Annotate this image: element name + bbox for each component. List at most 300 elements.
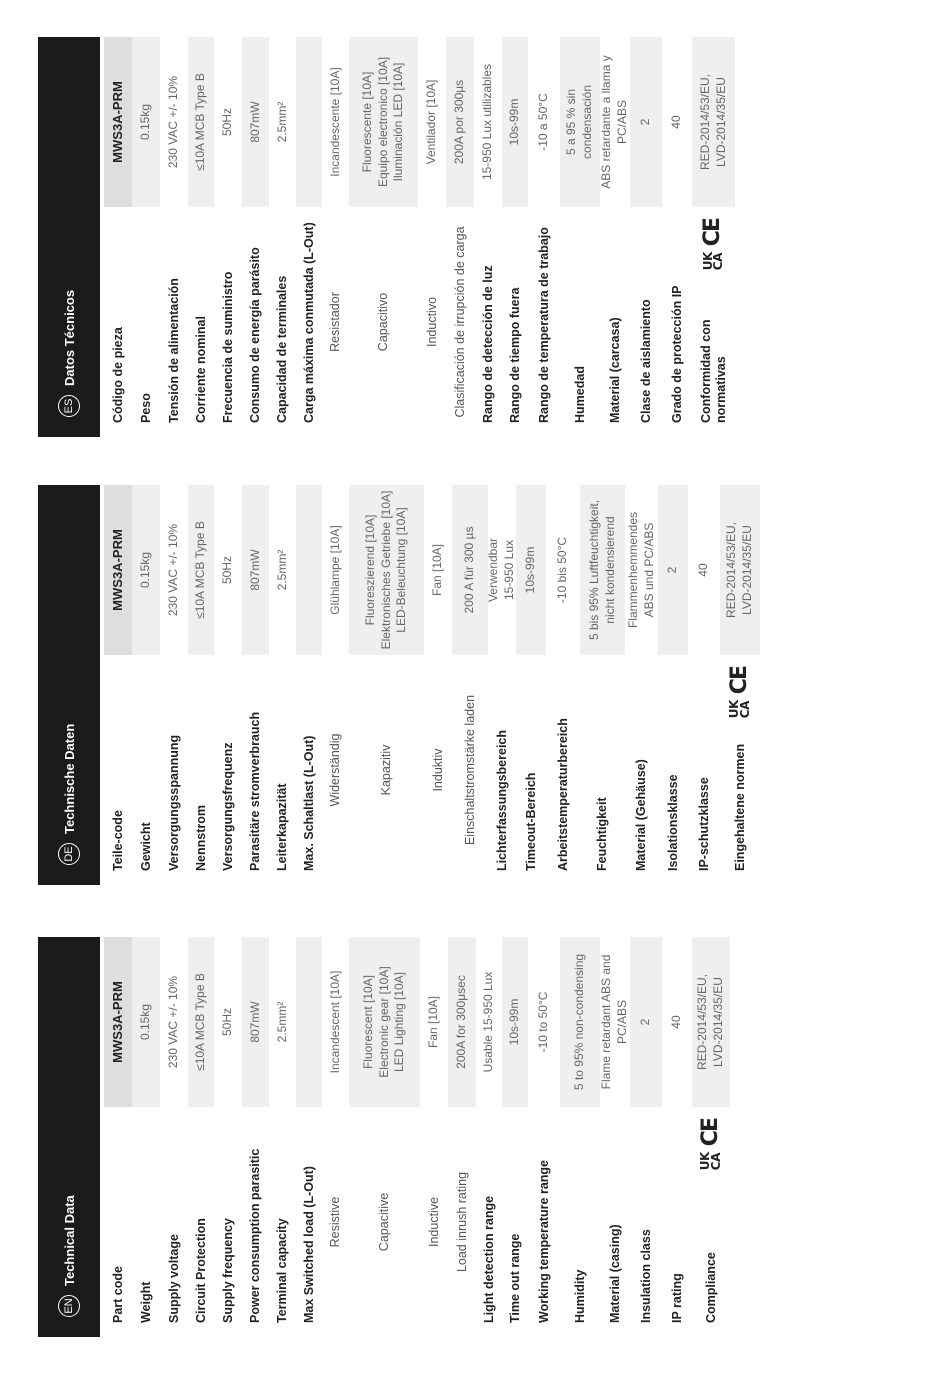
spec-value bbox=[476, 937, 502, 1107]
spec-value bbox=[322, 37, 349, 207]
spec-panel-en bbox=[38, 937, 730, 1337]
spec-value-text: 10s-99m bbox=[507, 98, 522, 146]
spec-row bbox=[242, 937, 269, 1337]
spec-row bbox=[160, 937, 188, 1337]
spec-label bbox=[662, 1107, 692, 1337]
spec-label-text: Eingehaltene normen bbox=[732, 743, 747, 871]
spec-row bbox=[662, 937, 692, 1337]
spec-row bbox=[488, 485, 516, 885]
spec-label bbox=[528, 1107, 560, 1337]
spec-value bbox=[214, 937, 242, 1107]
spec-row bbox=[692, 37, 735, 437]
spec-label bbox=[269, 207, 296, 437]
spec-value bbox=[420, 937, 448, 1107]
spec-label-text: Einschaltstromstärke laden bbox=[462, 694, 477, 846]
spec-value bbox=[132, 485, 160, 655]
spec-row bbox=[104, 37, 132, 437]
spec-row bbox=[452, 485, 488, 885]
spec-value-text: MWS3A-PRM bbox=[109, 981, 125, 1063]
spec-label bbox=[132, 1107, 160, 1337]
spec-label bbox=[188, 1107, 214, 1337]
spec-label bbox=[600, 1107, 630, 1337]
spec-label-text: Humedad bbox=[572, 366, 587, 423]
spec-label-text: Parasitäre stromverbrauch bbox=[248, 711, 262, 871]
spec-value bbox=[322, 485, 349, 655]
spec-value-text: Incandescente [10A] bbox=[327, 67, 342, 177]
spec-row bbox=[476, 937, 502, 1337]
spec-value-text: 10s-99m bbox=[523, 546, 538, 594]
panel-title: Technische Daten bbox=[61, 723, 77, 834]
spec-label bbox=[474, 207, 502, 437]
spec-row bbox=[625, 485, 658, 885]
spec-value-text: Incandescent [10A] bbox=[327, 970, 342, 1074]
spec-value-text: Verwendbar 15-950 Lux bbox=[486, 537, 516, 603]
spec-row bbox=[214, 485, 242, 885]
spec-value-text: Fan [10A] bbox=[426, 995, 441, 1049]
spec-label bbox=[242, 655, 269, 885]
spec-label bbox=[424, 655, 452, 885]
spec-label-text: Capacitive bbox=[377, 1192, 391, 1252]
spec-label-text: Peso bbox=[138, 393, 153, 423]
spec-value bbox=[516, 485, 546, 655]
spec-value bbox=[188, 485, 214, 655]
spec-label bbox=[322, 655, 349, 885]
spec-label-text: Carga máxima conmutada (L-Out) bbox=[301, 222, 316, 423]
spec-label bbox=[269, 655, 296, 885]
spec-row bbox=[448, 937, 476, 1337]
spec-panel-de bbox=[38, 485, 760, 885]
ukca-mark-icon: UK CA bbox=[700, 252, 726, 271]
spec-label-text: Kapazitiv bbox=[379, 744, 393, 796]
spec-value bbox=[104, 485, 132, 655]
spec-label bbox=[516, 655, 546, 885]
spec-value bbox=[424, 485, 452, 655]
spec-value bbox=[132, 37, 160, 207]
spec-value-text: Glühlampe [10A] bbox=[327, 525, 342, 615]
spec-label bbox=[720, 655, 760, 885]
spec-row bbox=[322, 937, 349, 1337]
panel-title: Datos Técnicos bbox=[61, 289, 77, 386]
spec-label bbox=[452, 655, 488, 885]
spec-label bbox=[420, 1107, 448, 1337]
spec-label bbox=[104, 207, 132, 437]
spec-label bbox=[349, 207, 418, 437]
spec-row bbox=[322, 485, 349, 885]
spec-value-text: MWS3A-PRM bbox=[109, 529, 125, 611]
spec-label bbox=[160, 1107, 188, 1337]
spec-label-text: Capacidad de terminales bbox=[275, 275, 289, 423]
compliance-marks bbox=[700, 219, 726, 270]
spec-value-text: Fluorescent [10A] Electronic gear [10A] LED Lighting [10A] bbox=[361, 966, 407, 1078]
spec-label-text: Consumo de energía parásito bbox=[248, 247, 262, 423]
spec-value-text: ≤10A MCB Type B bbox=[193, 73, 208, 171]
spec-value-text: ≤10A MCB Type B bbox=[193, 973, 208, 1071]
spec-value bbox=[269, 485, 296, 655]
spec-row bbox=[269, 37, 296, 437]
spec-value bbox=[630, 37, 662, 207]
spec-label bbox=[476, 1107, 502, 1337]
spec-value bbox=[452, 485, 488, 655]
spec-row bbox=[446, 37, 474, 437]
spec-value bbox=[658, 485, 688, 655]
spec-label bbox=[630, 207, 662, 437]
spec-label-text: Resistador bbox=[328, 292, 342, 352]
spec-row bbox=[160, 485, 188, 885]
spec-label-text: Supply frequency bbox=[220, 1218, 235, 1323]
spec-label-text: Grado de protección IP bbox=[669, 285, 684, 423]
spec-label-text: Timeout-Bereich bbox=[523, 772, 538, 871]
spec-label bbox=[242, 207, 269, 437]
spec-label-text: Max. Schaltlast (L-Out) bbox=[301, 735, 316, 871]
spec-value-text: 230 VAC +/- 10% bbox=[166, 523, 181, 617]
spec-label-text: Rango de temperatura de trabajo bbox=[536, 227, 551, 423]
spec-row bbox=[600, 37, 630, 437]
spec-value bbox=[214, 37, 242, 207]
spec-value bbox=[104, 37, 132, 207]
spec-label bbox=[269, 1107, 296, 1337]
spec-value bbox=[630, 937, 662, 1107]
spec-value bbox=[580, 485, 625, 655]
spec-label-text: Frecuencia de suministro bbox=[220, 271, 235, 423]
spec-label bbox=[296, 207, 322, 437]
language-badge: DE bbox=[58, 843, 80, 865]
spec-row bbox=[560, 37, 600, 437]
spec-label bbox=[104, 655, 132, 885]
spec-value bbox=[720, 485, 760, 655]
spec-label-text: Versorgungsspannung bbox=[166, 734, 181, 871]
spec-label bbox=[296, 655, 322, 885]
spec-value-text: -10 to 50°C bbox=[536, 991, 551, 1053]
spec-row bbox=[296, 485, 322, 885]
spec-row bbox=[296, 937, 322, 1337]
spec-value-text: 2 bbox=[638, 1018, 653, 1026]
spec-label bbox=[214, 1107, 242, 1337]
spec-value-text: 2.5mm² bbox=[274, 101, 289, 143]
spec-label bbox=[546, 655, 580, 885]
spec-label-text: Clase de aislamiento bbox=[638, 299, 653, 423]
ce-mark-icon: CE bbox=[726, 667, 752, 695]
spec-value bbox=[502, 937, 528, 1107]
spec-label-text: Light detection range bbox=[481, 1195, 496, 1323]
spec-label-text: Nennstrom bbox=[193, 805, 208, 871]
spec-row bbox=[418, 37, 446, 437]
spec-label-text: Supply voltage bbox=[166, 1234, 181, 1323]
spec-label-text: Arbeitstemperaturbereich bbox=[555, 718, 570, 871]
spec-row bbox=[214, 937, 242, 1337]
spec-row bbox=[474, 37, 502, 437]
spec-label-text: Inductivo bbox=[424, 296, 439, 348]
spec-value-text: MWS3A-PRM bbox=[109, 81, 125, 163]
spec-row bbox=[242, 37, 269, 437]
spec-value-text: Fluorescente [10A] Equipo electronico [10A] Iluminación LED [10A] bbox=[360, 56, 406, 188]
spec-row bbox=[630, 37, 662, 437]
spec-label bbox=[625, 655, 658, 885]
spec-value-text: Fluoreszierend [10A] Elektronisches Getriebe [10A] LED-Beleuchtung [10A] bbox=[363, 490, 409, 650]
spec-row bbox=[528, 37, 560, 437]
panel-header bbox=[38, 37, 100, 437]
spec-value bbox=[662, 37, 692, 207]
spec-label bbox=[188, 207, 214, 437]
spec-row bbox=[214, 37, 242, 437]
spec-value bbox=[528, 37, 560, 207]
spec-value bbox=[560, 37, 600, 207]
spec-value bbox=[528, 937, 560, 1107]
spec-value-text: Usable 15-950 Lux bbox=[481, 971, 496, 1073]
spec-value-text: 5 bis 95% Luftfeuchtigkeit, nicht kondensierend bbox=[586, 499, 617, 641]
spec-value bbox=[625, 485, 658, 655]
spec-value-text: 200A for 300μsec bbox=[454, 975, 469, 1069]
spec-value-text: 0.15kg bbox=[138, 551, 153, 589]
spec-row bbox=[349, 485, 424, 885]
spec-label-text: Humidity bbox=[572, 1269, 587, 1323]
spec-label-text: Inductive bbox=[426, 1196, 441, 1248]
spec-row bbox=[546, 485, 580, 885]
spec-label bbox=[188, 655, 214, 885]
spec-row bbox=[420, 937, 448, 1337]
spec-value bbox=[448, 937, 476, 1107]
spec-row bbox=[104, 937, 132, 1337]
spec-value-text: 2.5mm² bbox=[274, 1001, 289, 1043]
spec-label bbox=[688, 655, 720, 885]
spec-value bbox=[688, 485, 720, 655]
spec-label bbox=[104, 1107, 132, 1337]
spec-label-text: Part code bbox=[110, 1266, 125, 1323]
spec-label-text: Load inrush rating bbox=[454, 1171, 469, 1273]
spec-value bbox=[600, 937, 630, 1107]
spec-label-text: IP-schutzklasse bbox=[696, 777, 711, 871]
spec-label bbox=[214, 207, 242, 437]
spec-label bbox=[132, 207, 160, 437]
spec-value-text: 230 VAC +/- 10% bbox=[166, 975, 181, 1069]
spec-value-text: 50Hz bbox=[220, 108, 235, 137]
spec-value bbox=[269, 937, 296, 1107]
spec-label-text: Time out range bbox=[507, 1233, 522, 1323]
spec-label-text: Material (Gehäuse) bbox=[634, 759, 648, 871]
spec-label-text: Código de pieza bbox=[110, 327, 125, 423]
spec-label bbox=[692, 1107, 730, 1337]
spec-label bbox=[502, 1107, 528, 1337]
spec-label bbox=[488, 655, 516, 885]
spec-label-text: Feuchtigkeit bbox=[595, 797, 609, 871]
spec-label bbox=[630, 1107, 662, 1337]
ce-mark-icon: CE bbox=[700, 219, 726, 247]
spec-row bbox=[188, 937, 214, 1337]
spec-row bbox=[528, 937, 560, 1337]
spec-label-text: Resistive bbox=[328, 1196, 342, 1248]
spec-label bbox=[692, 207, 735, 437]
spec-value bbox=[322, 937, 349, 1107]
spec-label bbox=[349, 1107, 420, 1337]
spec-value bbox=[546, 485, 580, 655]
spec-value-text: -10 bis 50°C bbox=[555, 536, 570, 604]
spec-label-text: Teile-code bbox=[110, 810, 125, 871]
spec-value-text: 807mW bbox=[247, 549, 262, 591]
spec-value-text: 0.15kg bbox=[138, 103, 153, 141]
spec-row bbox=[188, 37, 214, 437]
spec-row bbox=[188, 485, 214, 885]
spec-label bbox=[528, 207, 560, 437]
spec-value-text: -10 a 50°C bbox=[536, 93, 551, 151]
spec-value bbox=[269, 37, 296, 207]
spec-value-text: 807mW bbox=[247, 101, 262, 143]
panel-header bbox=[38, 937, 100, 1337]
spec-value bbox=[488, 485, 516, 655]
language-badge: EN bbox=[58, 1295, 80, 1317]
spec-value bbox=[418, 37, 446, 207]
spec-label-text: Compliance bbox=[703, 1252, 718, 1323]
spec-label-text: Weight bbox=[138, 1281, 153, 1323]
spec-value-text: 807mW bbox=[247, 1001, 262, 1043]
spec-label-text: Material (casing) bbox=[607, 1224, 622, 1323]
spec-value bbox=[296, 937, 322, 1107]
spec-label-text: IP rating bbox=[669, 1273, 684, 1323]
spec-value-text: 40 bbox=[696, 563, 711, 577]
spec-row bbox=[516, 485, 546, 885]
spec-value-text: 0.15kg bbox=[138, 1003, 153, 1041]
spec-value-text: ABS retardante a llama y PC/ABS bbox=[599, 55, 629, 189]
spec-row bbox=[424, 485, 452, 885]
spec-row bbox=[242, 485, 269, 885]
compliance-marks bbox=[698, 1119, 724, 1170]
spec-label-text: Lichterfassungsbereich bbox=[494, 729, 509, 871]
ukca-mark-icon: UK CA bbox=[727, 700, 752, 719]
spec-label bbox=[322, 207, 349, 437]
spec-label bbox=[214, 655, 242, 885]
spec-label bbox=[580, 655, 625, 885]
spec-label-text: Gewicht bbox=[138, 822, 153, 871]
ce-mark-icon: CE bbox=[697, 1119, 723, 1147]
spec-label bbox=[160, 655, 188, 885]
spec-value bbox=[662, 937, 692, 1107]
spec-value bbox=[296, 485, 322, 655]
spec-row bbox=[720, 485, 760, 885]
spec-value bbox=[560, 937, 600, 1107]
spec-row bbox=[658, 485, 688, 885]
compliance-marks bbox=[727, 667, 753, 718]
spec-row bbox=[132, 485, 160, 885]
spec-value bbox=[132, 937, 160, 1107]
spec-row bbox=[104, 485, 132, 885]
spec-value-text: 2 bbox=[665, 566, 680, 574]
spec-label bbox=[560, 1107, 600, 1337]
spec-value-text: 2.5mm² bbox=[274, 549, 289, 591]
panel-title: Technical Data bbox=[61, 1195, 77, 1286]
spec-label-text: Rango de detección de luz bbox=[480, 265, 495, 423]
spec-row bbox=[132, 937, 160, 1337]
spec-label-text: Isolationsklasse bbox=[665, 774, 680, 871]
spec-label-text: Tensión de alimentación bbox=[166, 278, 181, 423]
spec-value bbox=[600, 37, 630, 207]
spec-label-text: Conformidad con normativas bbox=[698, 319, 728, 423]
spec-label-text: Versorgungsfrequenz bbox=[220, 742, 235, 871]
spec-label bbox=[600, 207, 630, 437]
spec-value-text: 40 bbox=[669, 115, 684, 129]
spec-value bbox=[349, 37, 418, 207]
spec-value-text: 230 VAC +/- 10% bbox=[166, 75, 181, 169]
spec-value-text: RED-2014/53/EU, LVD-2014/35/EU bbox=[724, 521, 754, 619]
spec-row bbox=[502, 937, 528, 1337]
spec-value bbox=[160, 937, 188, 1107]
spec-value bbox=[296, 37, 322, 207]
spec-value bbox=[502, 37, 528, 207]
spec-value bbox=[160, 485, 188, 655]
spec-row bbox=[132, 37, 160, 437]
spec-row bbox=[269, 937, 296, 1337]
panel-header bbox=[38, 485, 100, 885]
spec-row bbox=[349, 37, 418, 437]
spec-label bbox=[502, 207, 528, 437]
spec-value-text: Flammenhemmendes ABS und PC/ABS bbox=[625, 511, 656, 629]
spec-label-text: Material (carcasa) bbox=[607, 317, 622, 423]
ukca-mark-icon: UK CA bbox=[698, 1152, 723, 1171]
spec-value-text: Fan [10A] bbox=[430, 543, 445, 597]
spec-label bbox=[448, 1107, 476, 1337]
spec-label-text: Induktiv bbox=[430, 748, 445, 792]
spec-value bbox=[349, 485, 424, 655]
spec-value-text: RED-2014/53/EU, LVD-2014/35/EU bbox=[697, 73, 728, 171]
language-badge: ES bbox=[58, 395, 80, 417]
spec-value bbox=[349, 937, 420, 1107]
spec-value bbox=[160, 37, 188, 207]
spec-label-text: Leiterkapazität bbox=[275, 783, 289, 871]
spec-value bbox=[242, 485, 269, 655]
spec-row bbox=[580, 485, 625, 885]
spec-label-text: Rango de tiempo fuera bbox=[507, 287, 522, 423]
spec-panel-es bbox=[38, 37, 735, 437]
spec-label-text: Max Switched load (L-Out) bbox=[301, 1166, 316, 1323]
spec-value bbox=[242, 937, 269, 1107]
spec-value bbox=[214, 485, 242, 655]
spec-label-text: Working temperature range bbox=[536, 1159, 551, 1323]
spec-row bbox=[662, 37, 692, 437]
spec-row bbox=[630, 937, 662, 1337]
spec-value bbox=[242, 37, 269, 207]
spec-label-text: Widerständig bbox=[328, 733, 342, 807]
spec-label bbox=[132, 655, 160, 885]
spec-label bbox=[658, 655, 688, 885]
spec-value-text: 200 A für 300 µs bbox=[462, 526, 477, 614]
spec-value bbox=[188, 37, 214, 207]
spec-value bbox=[188, 937, 214, 1107]
spec-value-text: 15-950 Lux utilizables bbox=[480, 63, 495, 181]
spec-row bbox=[269, 485, 296, 885]
spec-value bbox=[692, 37, 735, 207]
spec-value-text: 40 bbox=[669, 1015, 684, 1029]
spec-label-text: Insulation class bbox=[638, 1229, 653, 1323]
spec-value bbox=[104, 937, 132, 1107]
spec-label-text: Corriente nominal bbox=[193, 316, 208, 423]
spec-value-text: Ventilador [10A] bbox=[424, 79, 439, 165]
spec-label bbox=[349, 655, 424, 885]
spec-value-text: 10s-99m bbox=[507, 998, 522, 1046]
spec-value-text: RED-2014/53/EU, LVD-2014/35/EU bbox=[695, 973, 725, 1071]
spec-value bbox=[692, 937, 730, 1107]
spec-label bbox=[160, 207, 188, 437]
spec-label bbox=[242, 1107, 269, 1337]
spec-value-text: 50Hz bbox=[220, 1008, 235, 1037]
spec-row bbox=[322, 37, 349, 437]
spec-label bbox=[322, 1107, 349, 1337]
spec-value-text: 5 a 95 % sin condensación bbox=[564, 84, 594, 160]
spec-value-text: 50Hz bbox=[220, 556, 235, 585]
spec-label bbox=[560, 207, 600, 437]
spec-label-text: Terminal capacity bbox=[275, 1218, 289, 1323]
spec-label-text: Capacitivo bbox=[376, 292, 390, 352]
spec-label bbox=[662, 207, 692, 437]
spec-row bbox=[296, 37, 322, 437]
spec-row bbox=[688, 485, 720, 885]
spec-row bbox=[600, 937, 630, 1337]
